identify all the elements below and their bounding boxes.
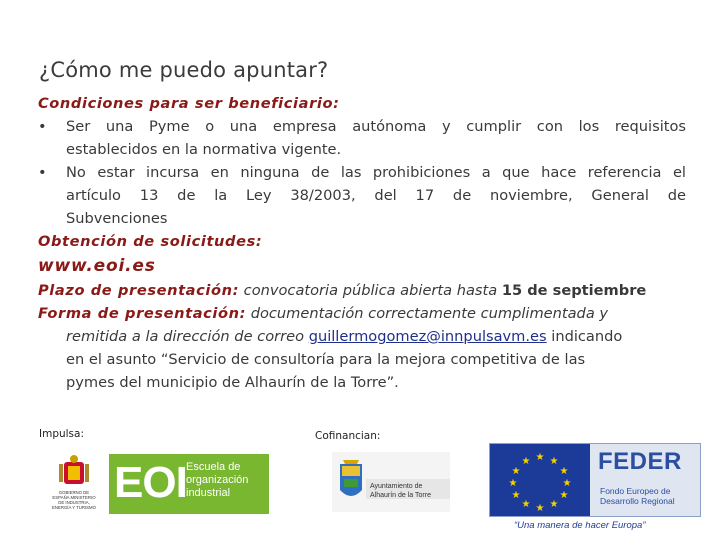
forma-text-3: indicando [546,328,623,345]
ministry-text: GOBIERNO DE ESPAÑA MINISTERIO DE INDUSTRIA, ENERGÍA Y TURISMO [52,490,96,510]
ministry-logo [50,454,98,514]
plazo-date: 15 de septiembre [501,282,647,299]
feder-subtitle [600,486,675,506]
eoi-text: Escuela de organización industrial [186,461,249,499]
slide-body [38,92,686,394]
svg-text:★: ★ [521,456,531,467]
condition-item-2 [38,161,686,230]
feder-subtitle-line-2: Desarrollo Regional [600,496,675,506]
condition-2-line-3: Subvenciones [66,210,168,227]
svg-text:★: ★ [521,499,531,510]
plazo-line [38,279,686,302]
impulsa-label: Impulsa: [39,428,85,440]
forma-text-2: remitida a la dirección de correo [66,328,309,345]
svg-text:★: ★ [559,490,569,501]
svg-text:★: ★ [549,456,559,467]
conditions-heading: Condiciones para ser beneficiario: [38,95,340,112]
forma-line-1 [38,302,686,325]
forma-text-1: documentación correctamente cumplimentada y [246,305,609,322]
bullet-icon: • [38,164,47,181]
condition-2-line-2: artículo 13 de la Ley 38/2003, del 17 de noviembre, General de [66,187,686,204]
svg-text:★: ★ [511,466,521,477]
obtencion-heading: Obtención de solicitudes: [38,233,263,250]
svg-text:★: ★ [508,478,518,489]
town-shield-icon [332,452,450,512]
forma-label: Forma de presentación: [38,305,247,322]
feder-logo [489,443,701,517]
svg-text:★: ★ [562,478,572,489]
forma-line-2 [38,325,686,348]
email-link[interactable]: guillermogomez@innpulsavm.es [308,328,547,345]
svg-text:★: ★ [549,499,559,510]
feder-motto: “Una manera de hacer Europa” [514,520,646,531]
condition-1-line-1: Ser una Pyme o una empresa autónoma y cumplir con los requisitos [66,118,686,135]
plazo-text: convocatoria pública abierta hasta [239,282,502,299]
forma-line-4: pymes del municipio de Alhaurín de la Torre”. [66,374,399,391]
svg-text:★: ★ [535,503,545,514]
condition-item-1 [38,115,686,161]
eoi-link[interactable]: www.eoi.es [38,256,156,276]
ayuntamiento-logo [332,452,450,512]
condition-1-line-2: establecidos en la normativa vigente. [66,141,342,158]
ayuntamiento-text: Ayuntamiento de Alhaurín de la Torre [370,483,431,499]
bullet-icon: • [38,118,47,135]
eoi-logo [109,454,269,514]
coat-of-arms-icon [50,454,98,490]
forma-line-3: en el asunto “Servicio de consultoría para la mejora competitiva de las [66,351,586,368]
svg-text:★: ★ [559,466,569,477]
cofinancian-label: Cofinancian: [315,430,381,442]
page-title: ¿Cómo me puedo apuntar? [39,58,329,82]
plazo-label: Plazo de presentación: [38,282,240,299]
eoi-letters: EOI [114,458,187,507]
feder-subtitle-line-1: Fondo Europeo de [600,486,671,496]
eu-flag-icon [490,444,590,516]
condition-2-line-1: No estar incursa en ninguna de las prohibiciones a que hace referencia el [66,164,686,181]
feder-word: FEDER [598,448,682,475]
svg-text:★: ★ [511,490,521,501]
feder-panel [590,444,700,516]
svg-text:★: ★ [535,452,545,463]
